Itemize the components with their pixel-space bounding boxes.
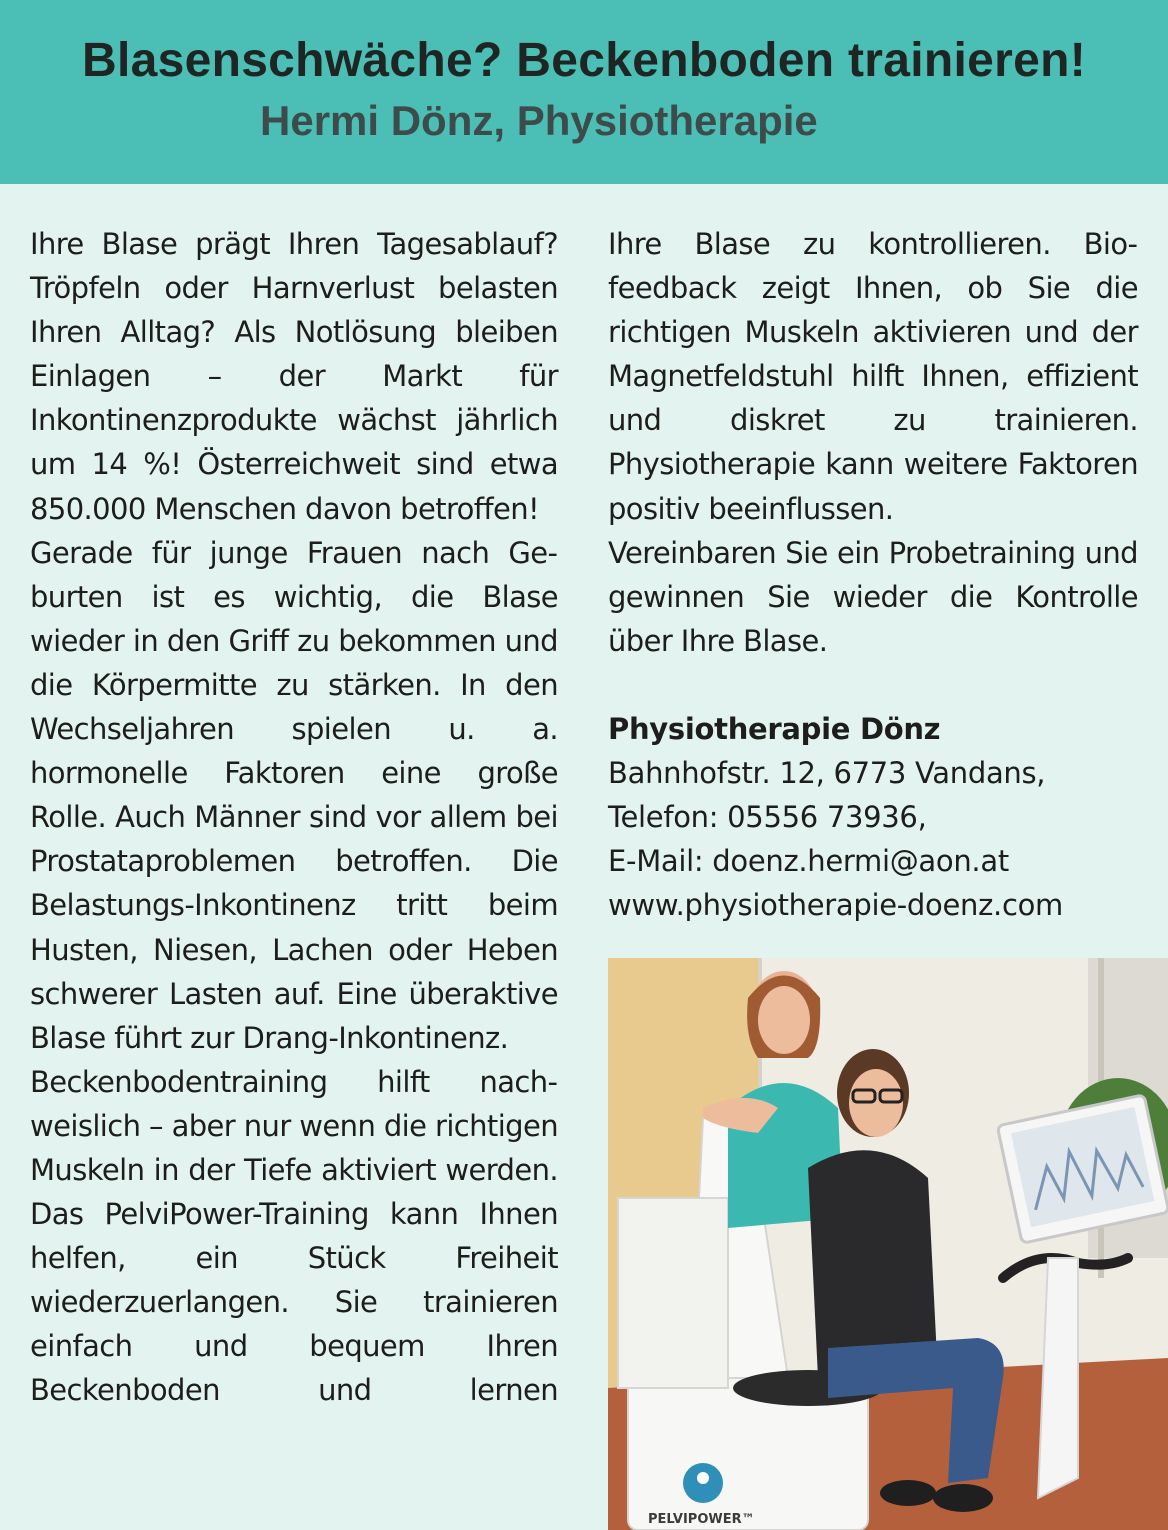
contact-block [608,707,1138,927]
page-subtitle: Hermi Dönz, Physiotherapie [260,97,818,144]
photo-illustration [608,958,1168,1530]
contact-website: www.physiotherapie-doenz.com [608,888,1063,923]
article-paragraph: Ihre Blase zu kontrollieren. Biofeedback zeigt Ihnen, ob Sie die richtigen Muskeln aktivieren und der Magnetfeldstuhl hilft Ihnen, effizient und diskret zu trainieren. Physiotherapie kann weitere Faktoren positiv beeinflussen. [608,227,1138,526]
page-title: Blasenschwäche? Beckenboden trainieren! [81,34,1087,87]
contact-address: Bahnhofstr. 12, 6773 Vandans, [608,756,1046,791]
photo-pelvipower-training [608,958,1168,1530]
brand-label: PELVIPOWER™ [648,1512,755,1527]
article-column-right [608,222,1138,927]
article-paragraph: Gerade für junge Frauen nach Geburten ist es wichtig, die Blase wieder in den Griff zu bekommen und die Körpermitte zu stärken. In den Wechseljahren spielen u. a. hormonelle Faktoren eine große Rolle. Auch Männer sind vor allem bei Prostataproblemen betroffen. Die Belastungs-Inkontinenz tritt beim Husten, Niesen, Lachen oder Heben schwerer Lasten auf. Eine überaktive Blase führt zur Drang-Inkontinenz. [30,535,558,1055]
article-paragraph: Vereinbaren Sie ein Probetraining und gewinnen Sie wieder die Kontrolle über Ihre Blase. [608,535,1138,658]
article-paragraph: Beckenbodentraining hilft nachweislich – aber nur wenn die richtigen Muskeln in der Tiefe aktiviert werden. Das PelviPower-Training kann Ihnen helfen, ein Stück Freiheit wiederzuerlangen. Sie trainieren einfach und bequem Ihren Beckenboden und lernen [30,1064,558,1408]
contact-email: E-Mail: doenz.hermi@aon.at [608,844,1009,879]
article-column-left [30,222,558,1413]
article-paragraph: Ihre Blase prägt Ihren Tagesablauf? Tröpfeln oder Harnverlust belasten Ihren Alltag? Als Notlösung bleiben Einlagen – der Markt für Inkontinenzprodukte wächst jährlich um 14 %! Österreichweit sind etwa 850.000 Menschen davon betroffen! [30,227,558,526]
contact-name: Physiotherapie Dönz [608,711,941,746]
contact-phone: Telefon: 05556 73936, [608,800,927,835]
header-banner [0,0,1168,184]
